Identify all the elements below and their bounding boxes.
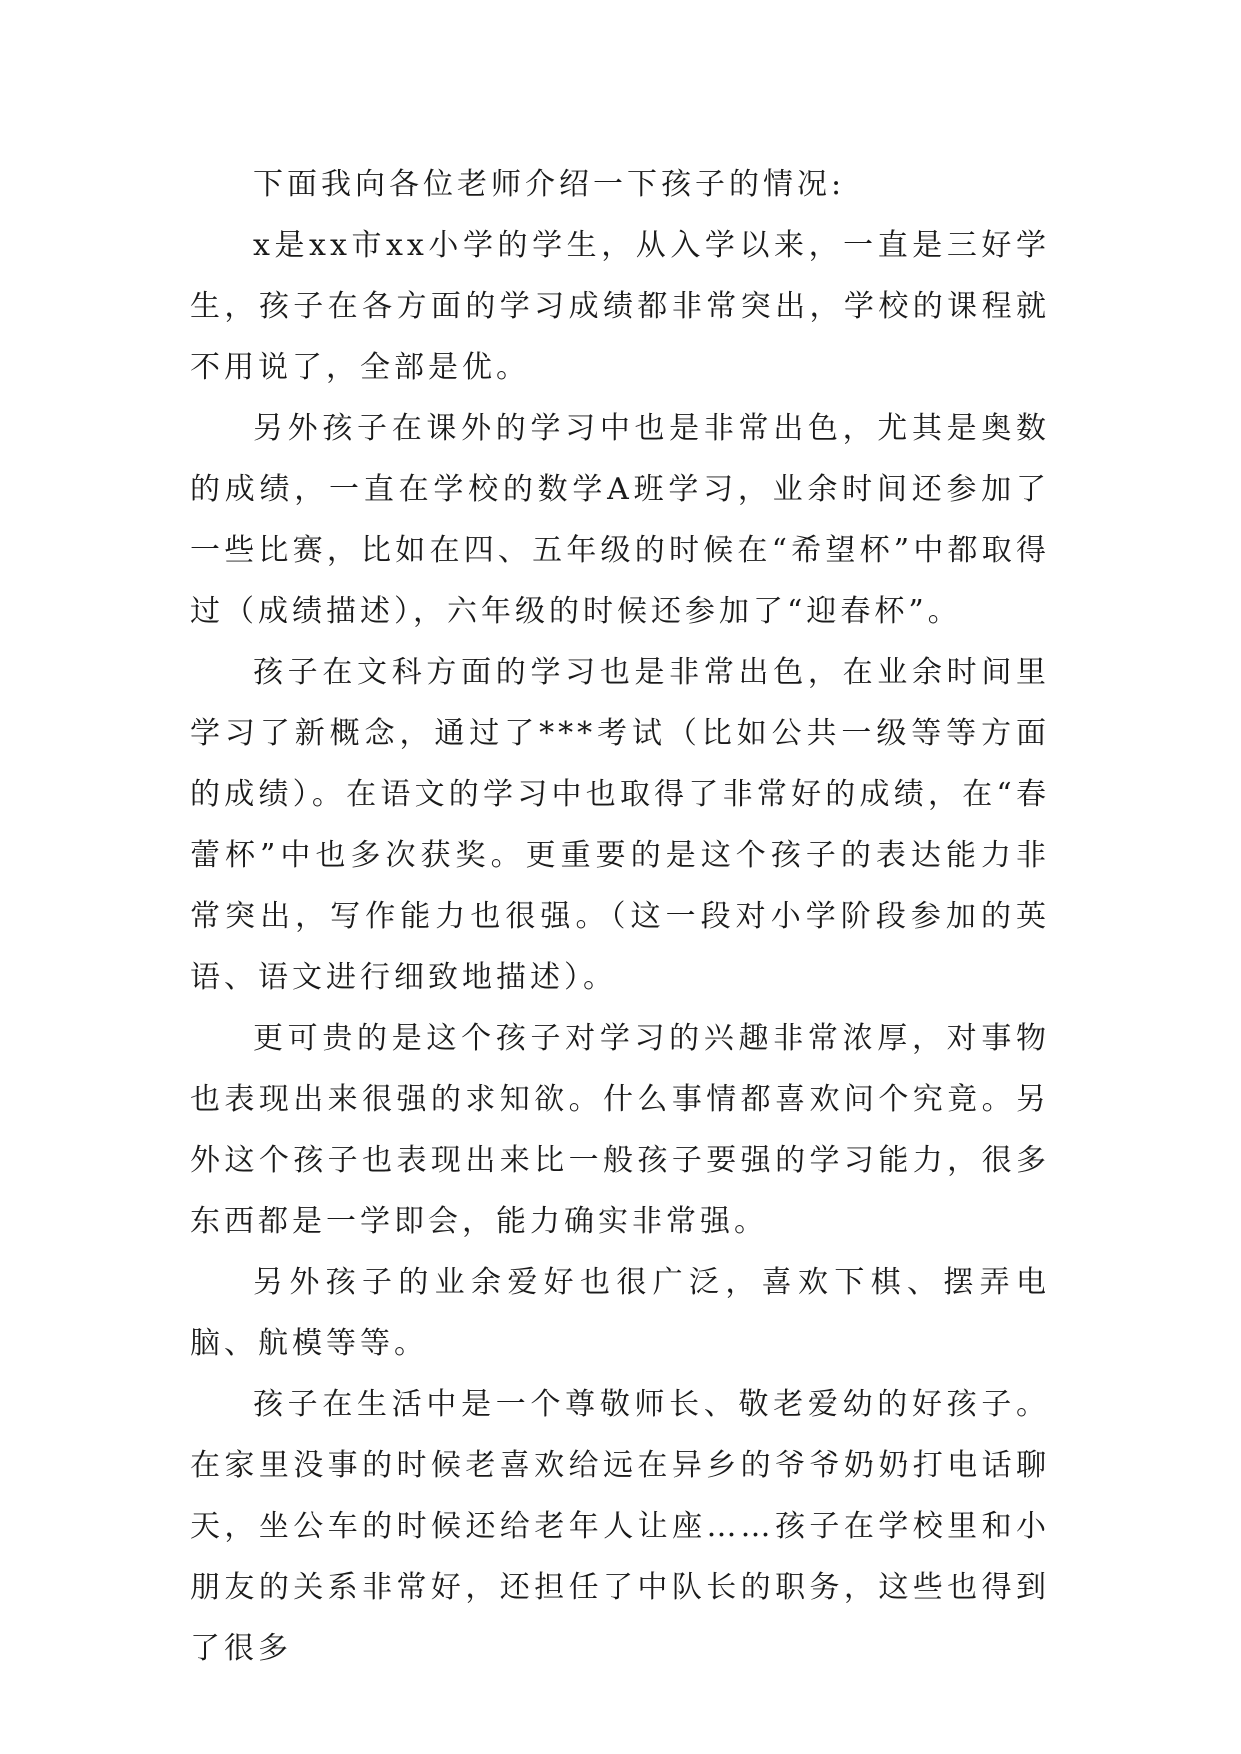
paragraph-language-arts: 孩子在文科方面的学习也是非常出色，在业余时间里学习了新概念，通过了***考试（比如公共一级等等方面的成绩）。在语文的学习中也取得了非常好的成绩，在“春蕾杯”中也多次获奖。更重要的是这个孩子的表达能力非常突出，写作能力也很强。（这一段对小学阶段参加的英语、语文进行细致地描述）。	[190, 655, 1050, 995]
paragraph-intro: 下面我向各位老师介绍一下孩子的情况:	[253, 167, 846, 202]
paragraph-math-competitions: 另外孩子在课外的学习中也是非常出色，尤其是奥数的成绩，一直在学校的数学A班学习，业余时间还参加了一些比赛，比如在四、五年级的时候在“希望杯”中都取得过（成绩描述），六年级的时候还参加了“迎春杯”。	[190, 411, 1050, 629]
document-body	[190, 154, 1050, 1679]
paragraph-school-record: x是xx市xx小学的学生，从入学以来，一直是三好学生，孩子在各方面的学习成绩都非常突出，学校的课程就不用说了，全部是优。	[190, 228, 1050, 385]
paragraph-character: 孩子在生活中是一个尊敬师长、敬老爱幼的好孩子。在家里没事的时候老喜欢给远在异乡的爷爷奶奶打电话聊天，坐公车的时候还给老年人让座……孩子在学校里和小朋友的关系非常好，还担任了中队长的职务，这些也得到了很多	[190, 1387, 1050, 1666]
paragraph-learning-interest: 更可贵的是这个孩子对学习的兴趣非常浓厚，对事物也表现出来很强的求知欲。什么事情都喜欢问个究竟。另外这个孩子也表现出来比一般孩子要强的学习能力，很多东西都是一学即会，能力确实非常强。	[190, 1021, 1050, 1239]
paragraph-hobbies: 另外孩子的业余爱好也很广泛，喜欢下棋、摆弄电脑、航模等等。	[190, 1265, 1050, 1361]
